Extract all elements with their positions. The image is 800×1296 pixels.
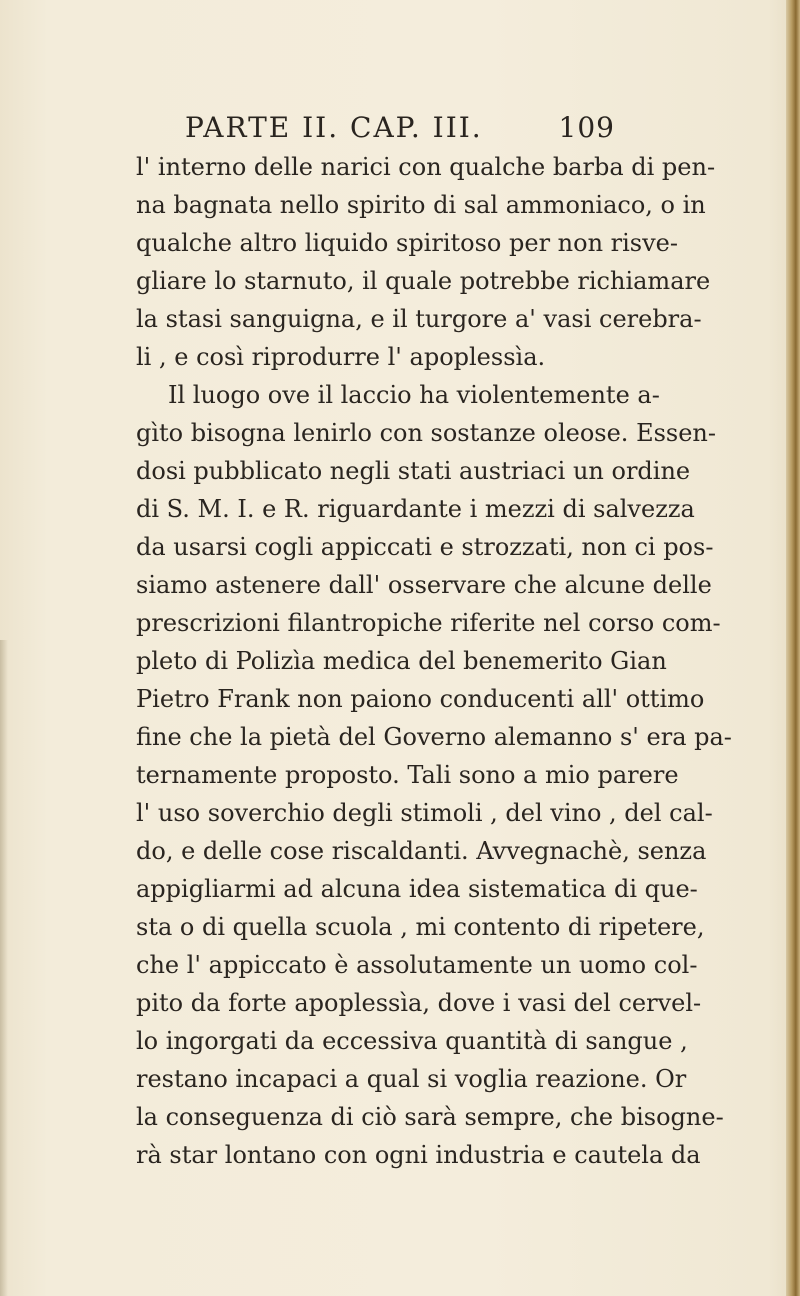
running-header: [185, 108, 615, 148]
text-line: la stasi sanguigna, e il turgore a' vasi cerebra-: [136, 305, 702, 333]
text-line: che l' appiccato è assolutamente un uomo col-: [136, 951, 698, 979]
text-line: siamo astenere dall' osservare che alcune delle: [136, 571, 712, 599]
text-line: pito da forte apoplessìa, dove i vasi del cervel-: [136, 989, 702, 1017]
paragraph-start-line: Il luogo ove il laccio ha violentemente a-: [168, 381, 660, 409]
text-line: restano incapaci a qual si voglia reazione. Or: [136, 1065, 687, 1093]
text-line: gìto bisogna lenirlo con sostanze oleose. Essen-: [136, 419, 716, 447]
body-text: [136, 148, 732, 1174]
text-line: la conseguenza di ciò sarà sempre, che bisogne-: [136, 1103, 724, 1131]
text-line: li , e così riprodurre l' apoplessìa.: [136, 343, 546, 371]
text-line: l' interno delle narici con qualche barba di pen-: [136, 153, 716, 181]
text-line: fine che la pietà del Governo alemanno s' era pa-: [136, 723, 732, 751]
page-edge: [786, 0, 800, 1296]
running-title: PARTE II. CAP. III.: [185, 111, 483, 144]
text-line: pleto di Polizìa medica del benemerito Gian: [136, 647, 667, 675]
text-line: sta o di quella scuola , mi contento di ripetere,: [136, 913, 705, 941]
page-gutter-shadow: [0, 640, 8, 1296]
text-line: Pietro Frank non paiono conducenti all' ottimo: [136, 685, 705, 713]
text-line: ternamente proposto. Tali sono a mio parere: [136, 761, 679, 789]
text-line: na bagnata nello spirito di sal ammoniaco, o in: [136, 191, 706, 219]
text-line: gliare lo starnuto, il quale potrebbe richiamare: [136, 267, 711, 295]
text-line: dosi pubblicato negli stati austriaci un ordine: [136, 457, 691, 485]
text-line: l' uso soverchio degli stimoli , del vino , del cal-: [136, 799, 713, 827]
text-line: appigliarmi ad alcuna idea sistematica di que-: [136, 875, 698, 903]
text-line: prescrizioni filantropiche riferite nel corso com-: [136, 609, 721, 637]
text-line: do, e delle cose riscaldanti. Avvegnachè, senza: [136, 837, 707, 865]
text-line: di S. M. I. e R. riguardante i mezzi di salvezza: [136, 495, 695, 523]
text-line: da usarsi cogli appiccati e strozzati, non ci pos-: [136, 533, 714, 561]
text-line: qualche altro liquido spiritoso per non risve-: [136, 229, 678, 257]
text-line: lo ingorgati da eccessiva quantità di sangue ,: [136, 1027, 688, 1055]
page-number: 109: [558, 111, 615, 144]
text-line: rà star lontano con ogni industria e cautela da: [136, 1141, 701, 1169]
